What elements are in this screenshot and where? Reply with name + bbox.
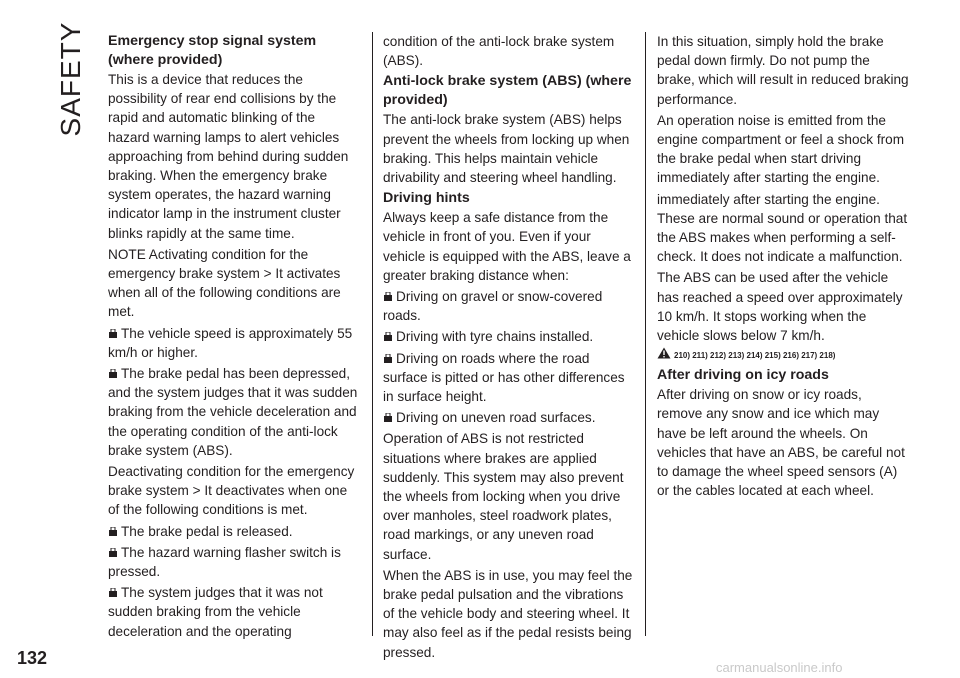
- paragraph: Deactivating condition for the emergency brake system > It deactivates when one of the following conditions is met.: [108, 464, 355, 518]
- paragraph: immediately after starting the engine. These are normal sound or operation that the ABS makes when performing a self-check. It does not indicate a malfunction.: [657, 191, 908, 265]
- paragraph: After driving on snow or icy roads, remove any snow and ice which may have be left around the wheels. On vehicles that have an ABS, be careful not to damage the wheel speed sensors (A) or the cables located at each wheel.: [657, 387, 905, 499]
- paragraph: This is a device that reduces the possibility of rear end collisions by the rapid and automatic blinking of the hazard warning lamps to alert vehicles approaching from behind during sudden braking. When the emergency brake system operates, the hazard warning indicator lamp in the instrument cluster blinks rapidly at the same time.: [108, 72, 349, 241]
- column-2: [383, 32, 635, 664]
- bullet-square-icon: [383, 292, 393, 302]
- bullet-item: The hazard warning flasher switch is pressed.: [108, 544, 341, 580]
- bullet-item: Driving on uneven road surfaces.: [383, 408, 635, 427]
- section-title: SAFETY: [55, 21, 86, 137]
- bullet-item: Driving on roads where the road surface is pitted or has other differences in surface height.: [383, 350, 625, 405]
- paragraph: When the ABS is in use, you may feel the brake pedal pulsation and the vibrations of the vehicle body and steering wheel. It may also feel as if the pedal resists being pressed.: [383, 567, 633, 660]
- bullet-item: Driving on gravel or snow-covered roads.: [383, 289, 603, 324]
- icy-roads-heading: After driving on icy roads: [657, 367, 829, 384]
- bullet-item: The vehicle speed is approximately 55 km/h or higher.: [108, 325, 353, 360]
- paragraph: Operation of ABS is not restricted situations where brakes are applied suddenly. This system may also prevent the wheels from locking when you drive over manholes, steel roadwork plates, road markings, or any uneven road surface.: [383, 431, 624, 562]
- column-1: [108, 32, 360, 643]
- warning-triangle-icon: [657, 347, 671, 364]
- paragraph: The ABS can be used after the vehicle has reached a speed over approximately 10 km/h. It stops working when the vehicle slows below 7 km/h.: [657, 270, 903, 344]
- bullet-square-icon: [108, 527, 118, 537]
- bullet-square-icon: [108, 548, 118, 558]
- bullet-item: Driving with tyre chains installed.: [383, 327, 635, 346]
- paragraph: NOTE Activating condition for the emergency brake system > It activates when all of the following conditions are met.: [108, 246, 341, 320]
- paragraph: The anti-lock brake system (ABS) helps prevent the wheels from locking up when braking. This helps maintain vehicle drivability and steering wheel handling.: [383, 112, 630, 186]
- abs-heading: Anti-lock brake system (ABS) (where provided): [383, 73, 632, 109]
- paragraph: An operation noise is emitted from the engine compartment or feel a shock from the brake pedal when start driving immediately after starting the engine.: [657, 112, 905, 186]
- warning-references: 210) 211) 212) 213) 214) 215) 216) 217) 218): [657, 347, 909, 364]
- bullet-square-icon: [383, 354, 393, 364]
- column-3: [657, 32, 909, 502]
- paragraph: condition of the anti-lock brake system (ABS).: [383, 34, 615, 69]
- paragraph: In this situation, simply hold the brake pedal down firmly. Do not pump the brake, which will result in reduced braking performance.: [657, 34, 909, 107]
- bullet-item: The brake pedal has been depressed, and the system judges that it was sudden braking from the vehicle deceleration and the operating condition of the anti-lock brake system (ABS).: [108, 366, 358, 458]
- column-divider-2: [645, 32, 646, 636]
- bullet-square-icon: [383, 413, 393, 423]
- page-number: 132: [17, 648, 48, 668]
- bullet-item: The brake pedal is released.: [108, 522, 360, 541]
- bullet-square-icon: [383, 332, 393, 342]
- section-side-label: [46, 21, 96, 137]
- watermark: carmanualsonline.info: [716, 660, 843, 675]
- bullet-square-icon: [108, 329, 118, 339]
- driving-hints-heading: Driving hints: [383, 190, 470, 207]
- bullet-item: The system judges that it was not sudden braking from the vehicle deceleration and the operating: [108, 585, 323, 639]
- bullet-square-icon: [108, 588, 118, 598]
- emergency-stop-heading: Emergency stop signal system (where provided): [108, 33, 317, 68]
- paragraph: Always keep a safe distance from the vehicle in front of you. Even if your vehicle is equipped with the ABS, leave a greater braking distance when:: [383, 210, 631, 283]
- column-divider-1: [372, 32, 373, 636]
- bullet-square-icon: [108, 369, 118, 379]
